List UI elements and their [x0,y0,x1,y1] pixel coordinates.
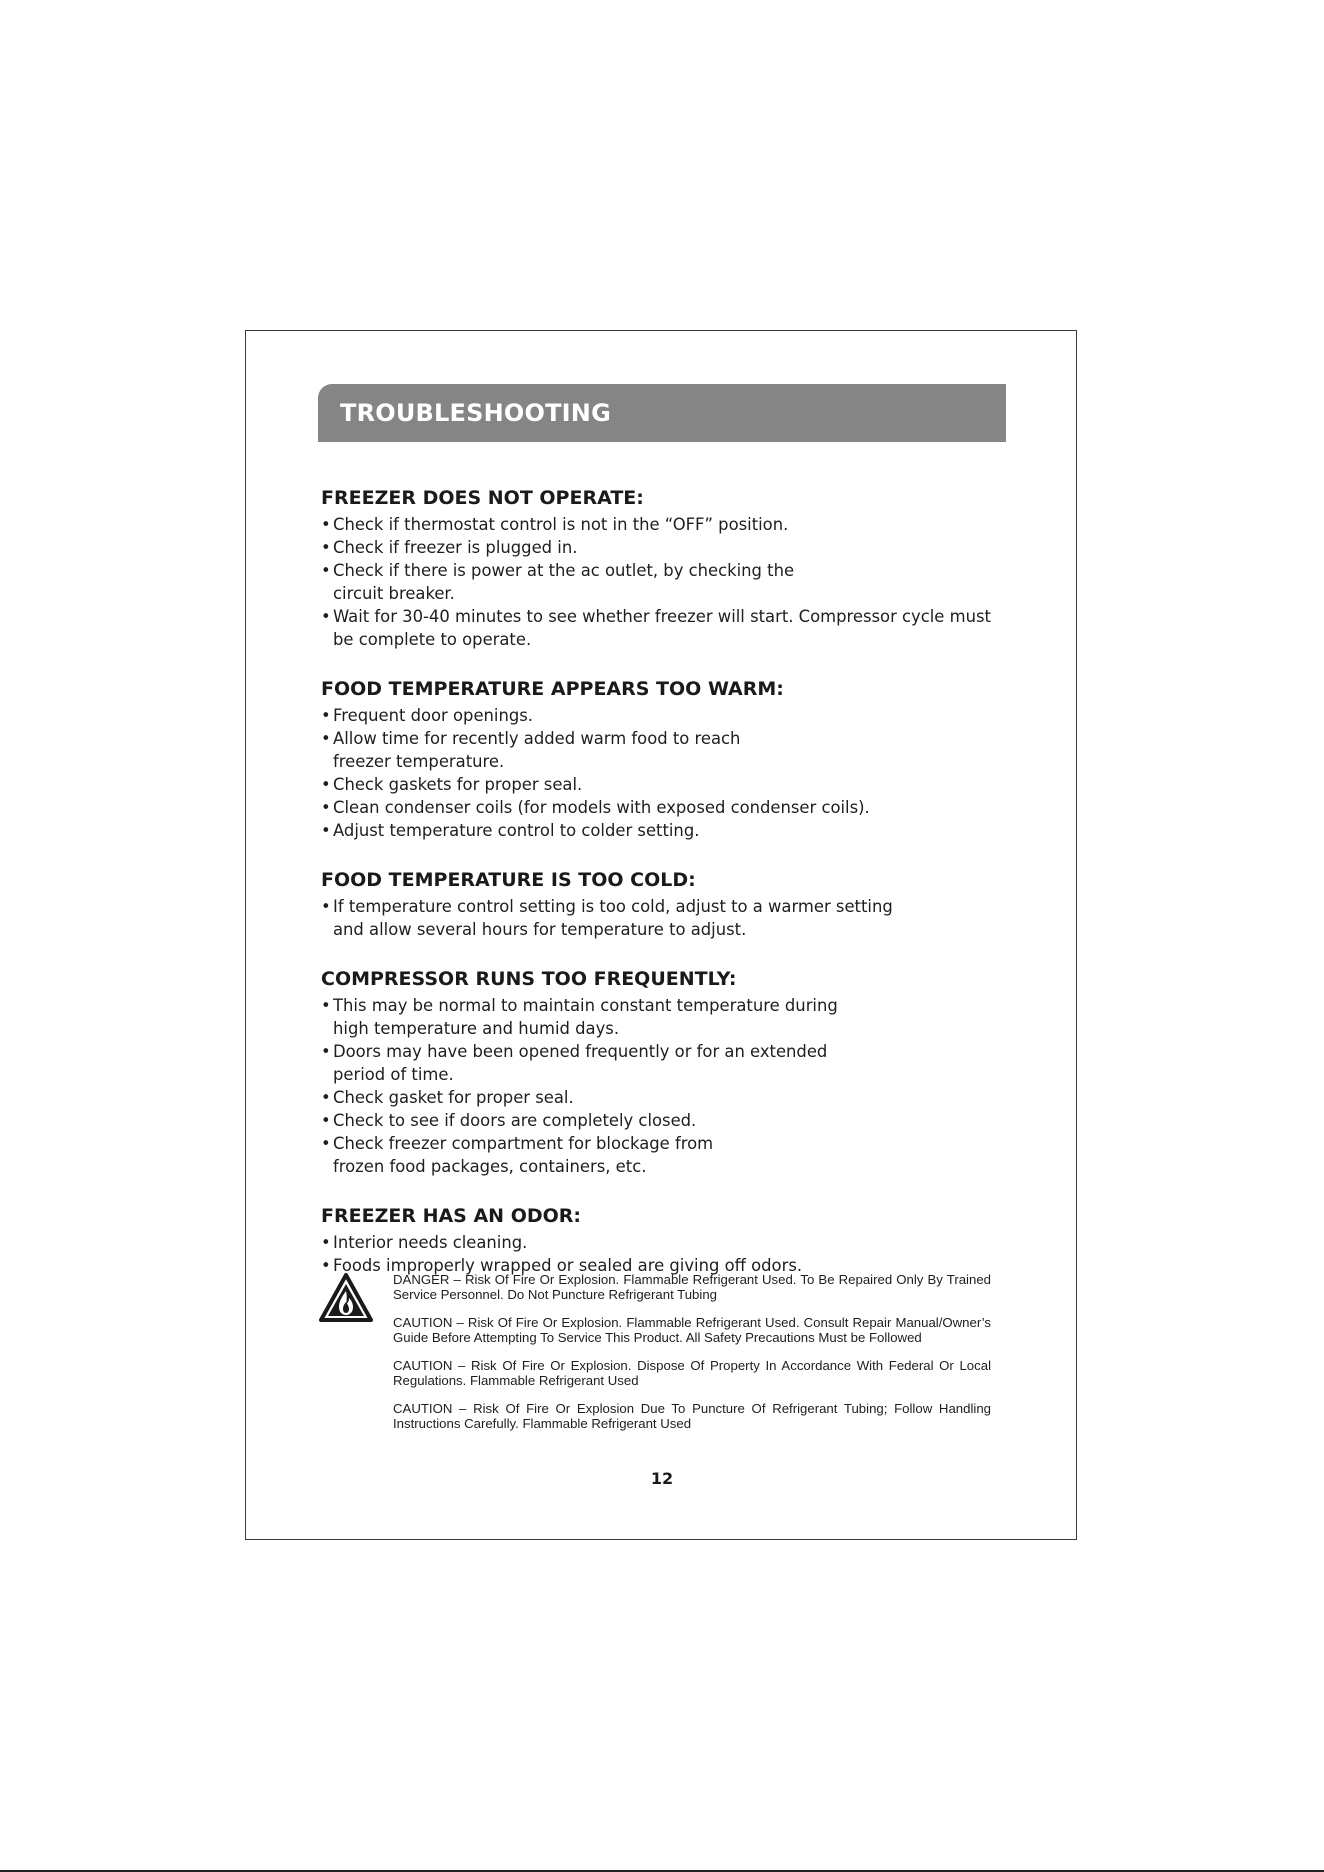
list-item: • Doors may have been opened frequently or for an extended period of time. [321,1040,848,1086]
list-item: • If temperature control setting is too cold, adjust to a warmer setting and allow several hours for temperature to adjust. [321,895,903,941]
bullet-list [321,895,1011,941]
list-item: • Allow time for recently added warm food to reach freezer temperature. [321,727,773,773]
section-freezer-odor [321,1203,1011,1277]
section-food-too-cold [321,867,1011,941]
troubleshooting-content [321,485,1011,1302]
warning-text-list [393,1272,991,1444]
list-item: • Clean condenser coils (for models with exposed condenser coils). [321,796,1011,819]
list-item: • Interior needs cleaning. [321,1231,1011,1254]
list-item: • Check freezer compartment for blockage from frozen food packages, containers, etc. [321,1132,763,1178]
bullet-list [321,1231,1011,1277]
section-heading: COMPRESSOR RUNS TOO FREQUENTLY: [321,968,737,990]
caution-warning: CAUTION – Risk Of Fire Or Explosion. Flammable Refrigerant Used. Consult Repair Manual/Owner’s Guide Before Attempting To Service This Product. All Safety Precautions Must be Followed [393,1315,991,1345]
list-item: • Wait for 30-40 minutes to see whether freezer will start. Compressor cycle must be complete to operate. [321,605,1011,651]
section-compressor-runs-frequently [321,966,1011,1178]
section-food-too-warm [321,676,1011,842]
list-item: • Check gasket for proper seal. [321,1086,1011,1109]
bullet-list [321,513,1011,651]
list-item: • Check gaskets for proper seal. [321,773,1011,796]
flammable-warning-icon [318,1272,374,1324]
caution-warning: CAUTION – Risk Of Fire Or Explosion. Dispose Of Property In Accordance With Federal Or Local Regulations. Flammable Refrigerant Used [393,1358,991,1388]
page-number: 12 [650,1469,674,1488]
bullet-list [321,704,1011,842]
list-item: • Foods improperly wrapped or sealed are giving off odors. [321,1254,1011,1277]
section-heading: FOOD TEMPERATURE IS TOO COLD: [321,869,696,891]
section-heading: FREEZER DOES NOT OPERATE: [321,487,644,509]
caution-warning: CAUTION – Risk Of Fire Or Explosion Due To Puncture Of Refrigerant Tubing; Follow Handling Instructions Carefully. Flammable Refrigerant Used [393,1401,991,1431]
list-item: • Adjust temperature control to colder setting. [321,819,1011,842]
list-item: • Check to see if doors are completely closed. [321,1109,1011,1132]
section-freezer-does-not-operate [321,485,1011,651]
list-item: • Check if thermostat control is not in the “OFF” position. [321,513,1011,536]
page-title: TROUBLESHOOTING [340,399,611,427]
list-item: • This may be normal to maintain constant temperature during high temperature and humid days. [321,994,858,1040]
bullet-list [321,994,1011,1178]
list-item: • Frequent door openings. [321,704,1011,727]
list-item: • Check if there is power at the ac outlet, by checking the circuit breaker. [321,559,801,605]
section-heading: FOOD TEMPERATURE APPEARS TOO WARM: [321,678,784,700]
list-item: • Check if freezer is plugged in. [321,536,1011,559]
section-heading: FREEZER HAS AN ODOR: [321,1205,581,1227]
title-banner [318,384,1006,442]
danger-warning: DANGER – Risk Of Fire Or Explosion. Flammable Refrigerant Used. To Be Repaired Only By Trained Service Personnel. Do Not Puncture Refrigerant Tubing [393,1272,991,1302]
